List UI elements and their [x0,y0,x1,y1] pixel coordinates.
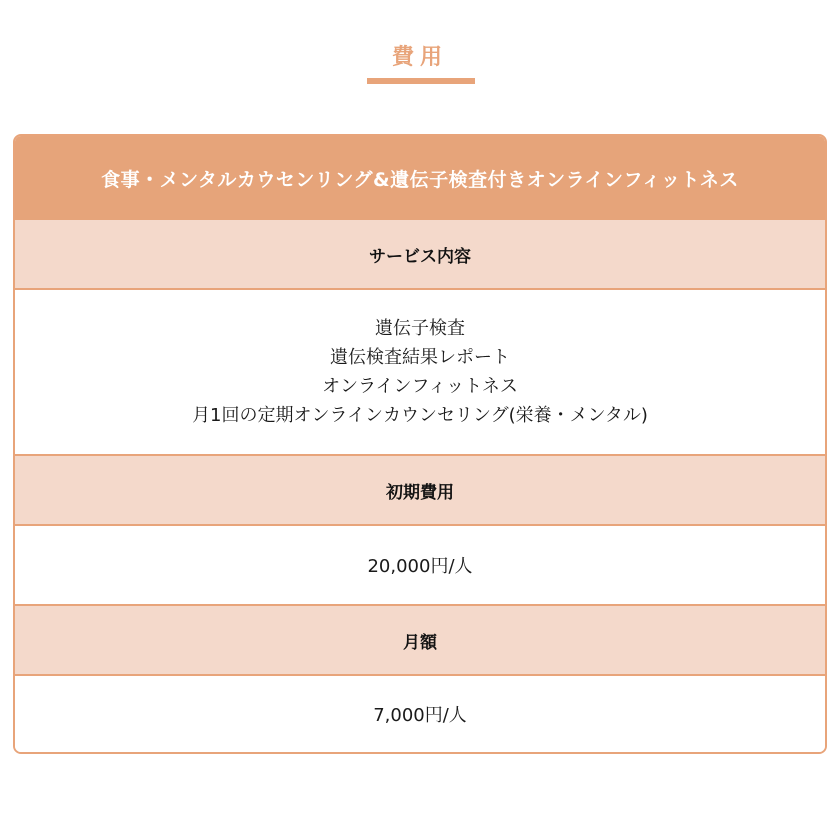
service-item: オンラインフィットネス [322,376,518,397]
monthly-fee-header: 月額 [15,606,825,676]
initial-fee-header: 初期費用 [15,456,825,526]
service-content-header: サービス内容 [15,220,825,290]
section-heading: 費用 [391,45,448,70]
service-item: 遺伝子検査 [375,318,465,339]
table-title: 食事・メンタルカウセンリング&遺伝子検査付きオンラインフィットネス [15,136,825,220]
service-item: 遺伝検査結果レポート [330,347,510,368]
service-item: 月1回の定期オンラインカウンセリング(栄養・メンタル) [192,405,648,426]
initial-fee-value: 20,000円/人 [15,526,825,606]
heading-underline [367,78,475,84]
price-table [13,134,827,754]
monthly-fee-value: 7,000円/人 [15,676,825,752]
service-content-list [15,290,825,456]
